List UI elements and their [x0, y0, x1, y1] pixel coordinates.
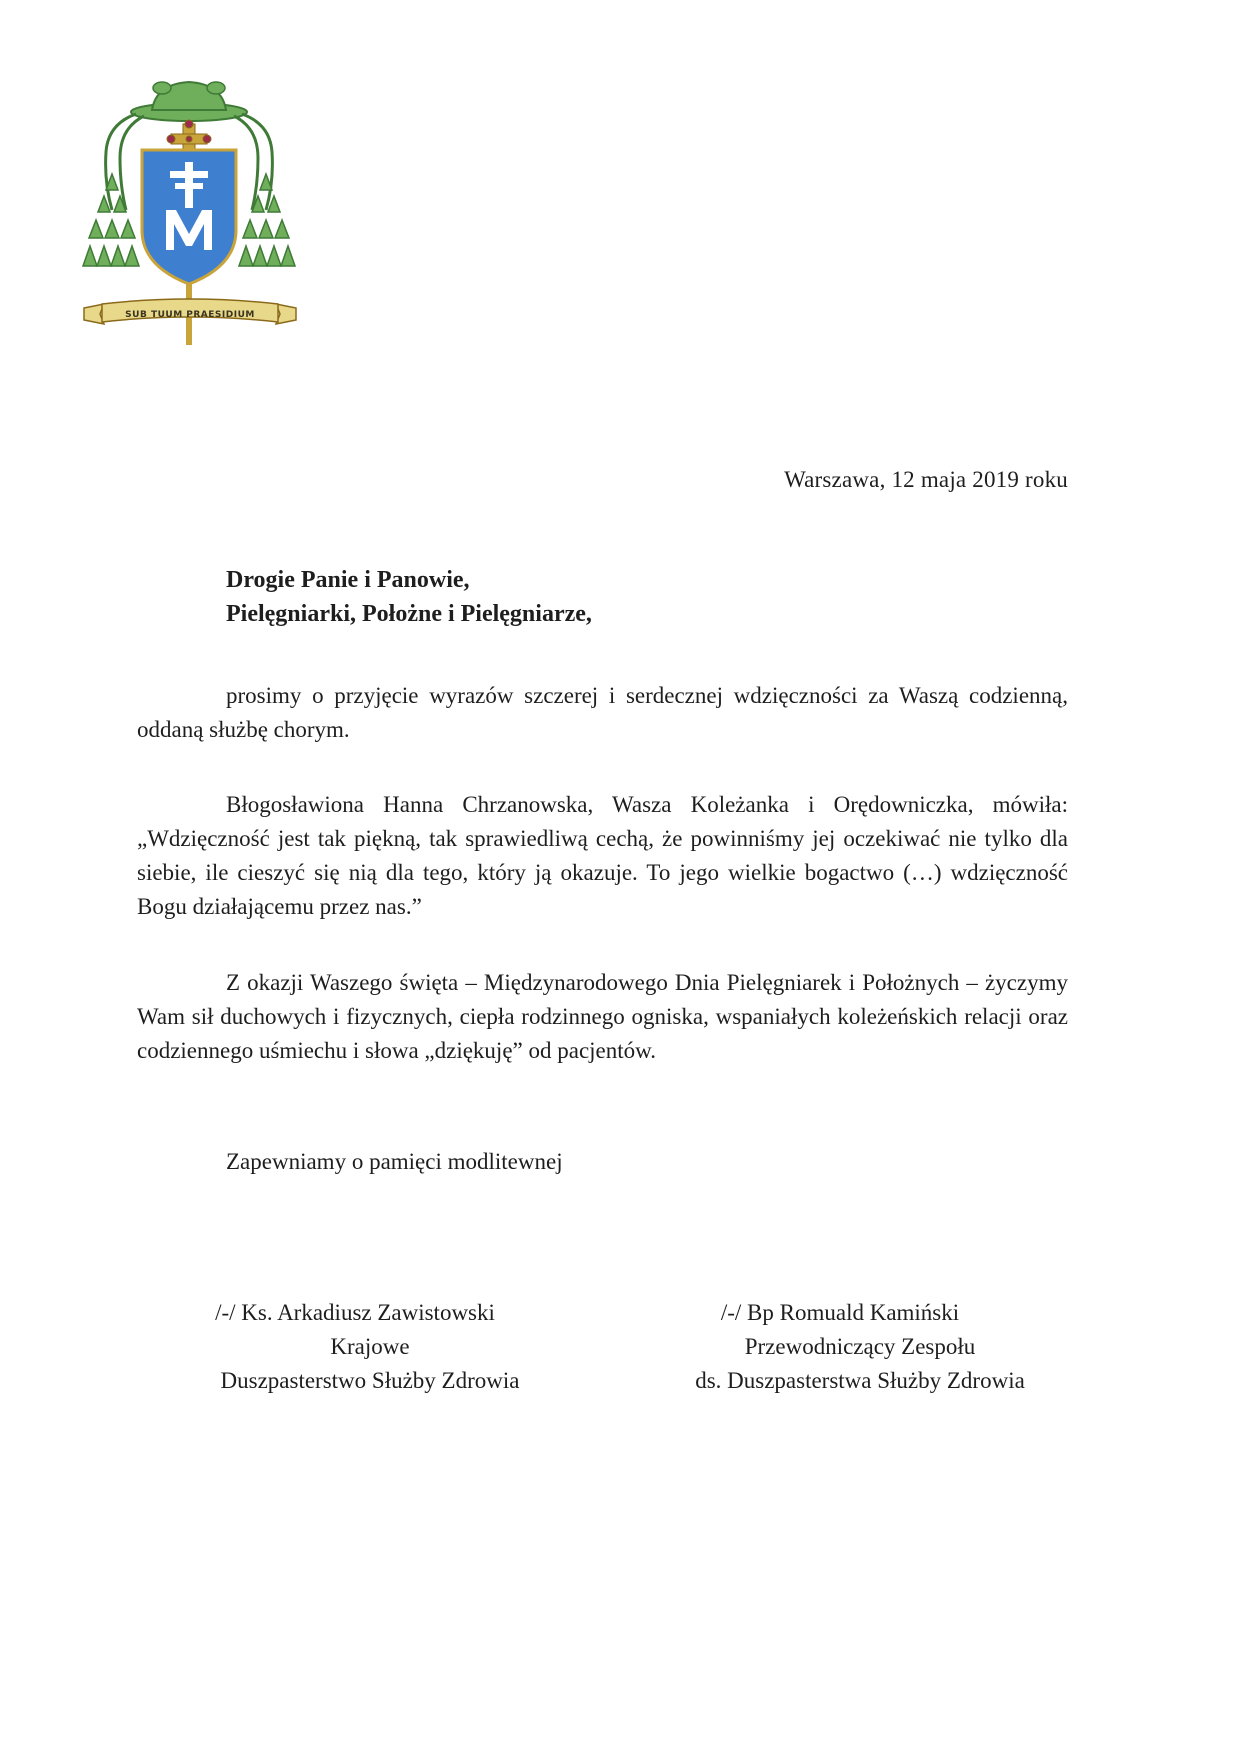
motto-text: SUB TUUM PRAESIDIUM: [125, 310, 255, 320]
signature-left-line-3: Duszpasterstwo Służby Zdrowia: [220, 1368, 520, 1393]
shield-icon: [142, 150, 236, 284]
tassels-left: [83, 174, 139, 266]
letter-closing: Zapewniamy o pamięci modlitewnej: [226, 1149, 563, 1174]
signature-left-line-2: Krajowe: [330, 1334, 410, 1359]
signature-left-name: /-/ Ks. Arkadiusz Zawistowski: [215, 1300, 495, 1325]
signature-right-line-2: Przewodniczący Zespołu: [744, 1334, 976, 1359]
letter-date: Warszawa, 12 maja 2019 roku: [784, 467, 1068, 492]
paragraph-1: prosimy o przyjęcie wyrazów szczerej i serdecznej wdzięczności za Waszą codzienną, oddaną służbę chorym.: [137, 683, 1068, 742]
greeting-line-2: Pielęgniarki, Położne i Pielęgniarze,: [226, 601, 592, 627]
letter-greeting: [226, 563, 592, 631]
signature-right-name: /-/ Bp Romuald Kamiński: [720, 1300, 960, 1325]
signature-right-line-3: ds. Duszpasterstwa Służby Zdrowia: [695, 1368, 1025, 1393]
signature-right: [640, 1296, 1080, 1398]
greeting-line-1: Drogie Panie i Panowie,: [226, 567, 470, 593]
paragraph-3: Z okazji Waszego święta – Międzynarodowego Dnia Pielęgniarek i Położnych – życzymy Wam sił duchowych i fizycznych, ciepła rodzinnego ogniska, wspaniałych koleżeńskich relacji oraz codziennego uśmiechu i słowa „dziękuję” od pacjentów.: [137, 970, 1068, 1063]
signature-left: [170, 1296, 570, 1398]
coat-of-arms-logo: [80, 70, 300, 350]
galero-hat-icon: [131, 82, 247, 121]
paragraph-2: Błogosławiona Hanna Chrzanowska, Wasza Koleżanka i Orędowniczka, mówiła: „Wdzięczność jest tak piękną, tak sprawiedliwą cechą, że powinniśmy jej oczekiwać nie tylko dla siebie, ile cieszyć się nią dla tego, który ją okazuje. To jego wielkie bogactwo (…) wdzięczność Bogu działającemu przez nas.”: [137, 792, 1068, 919]
tassels-right: [239, 174, 295, 266]
